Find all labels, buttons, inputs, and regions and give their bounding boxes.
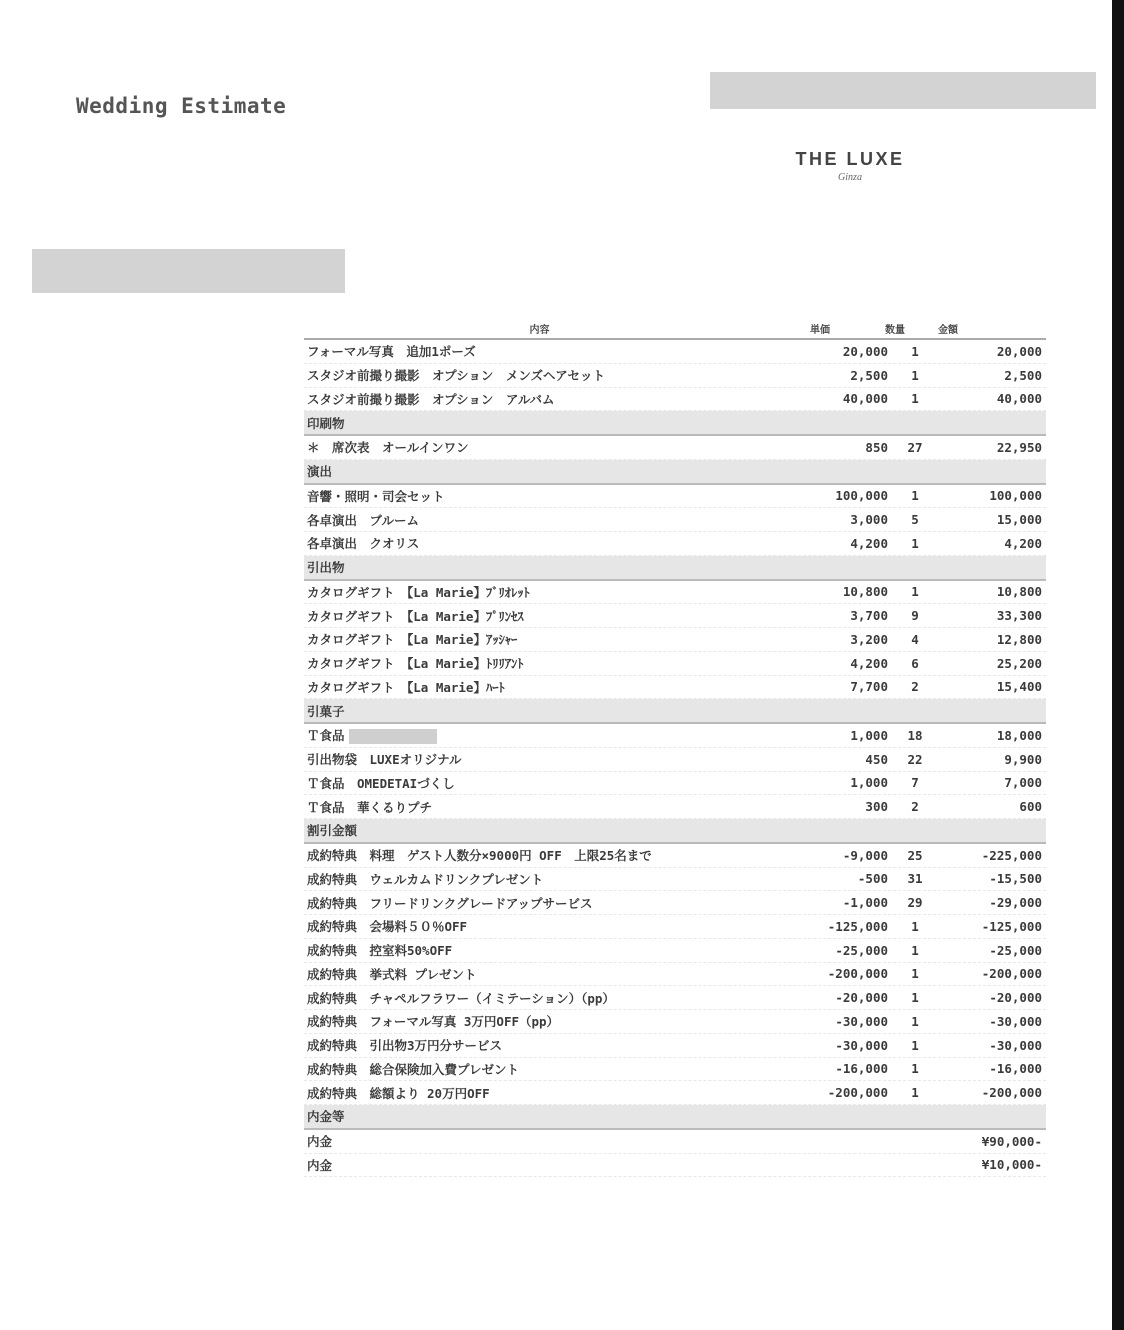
item-amount: -25,000	[989, 942, 1042, 958]
table-row	[304, 364, 1046, 388]
item-qty: 1	[911, 1037, 919, 1053]
item-desc-text: 成約特典 総合保険加入費プレゼント	[307, 1061, 520, 1077]
section-label: 割引金額	[307, 823, 358, 839]
item-desc-text: Ｔ食品 OMEDETAIづくし	[307, 775, 455, 791]
item-desc	[304, 366, 792, 384]
item-price: -20,000	[835, 990, 888, 1006]
redacted-area-top	[710, 72, 1096, 109]
header-amount: 金額	[938, 324, 958, 336]
item-desc	[304, 654, 792, 672]
item-desc-text: カタログギフト 【La Marie】ｱｯｼｬｰ	[307, 632, 518, 648]
item-amount: 600	[1019, 799, 1042, 815]
item-amount: 15,000	[996, 512, 1042, 528]
section-row	[304, 1105, 1046, 1130]
header-qty: 数量	[885, 324, 905, 336]
item-amount: -30,000	[989, 1013, 1042, 1029]
item-amount: 22,950	[996, 439, 1042, 455]
table-row	[304, 868, 1046, 892]
item-desc	[304, 774, 792, 792]
item-qty: 27	[907, 439, 923, 455]
header-desc: 内容	[529, 324, 550, 336]
item-amount: 25,200	[996, 655, 1042, 671]
table-header	[304, 318, 1046, 340]
item-desc-text: 成約特典 チャペルフラワー（イミテーション）（pp）	[307, 990, 615, 1006]
item-desc	[304, 917, 792, 935]
table-row	[304, 340, 1046, 364]
item-desc-text: 成約特典 ウェルカムドリンクプレゼント	[307, 871, 544, 887]
item-desc-text: カタログギフト 【La Marie】ﾌﾟﾘﾝｾｽ	[307, 608, 524, 624]
item-qty: 31	[907, 871, 923, 887]
item-desc	[304, 1036, 792, 1054]
item-price: 100,000	[835, 488, 888, 504]
document-title: Wedding Estimate	[76, 94, 287, 118]
table-row	[304, 939, 1046, 963]
item-amount: -15,500	[989, 871, 1042, 887]
item-amount: 12,800	[996, 631, 1042, 647]
item-price: 3,700	[850, 608, 888, 624]
table-row	[304, 795, 1046, 819]
item-qty: 4	[911, 631, 919, 647]
section-label: 印刷物	[307, 415, 345, 431]
item-amount: 40,000	[996, 391, 1042, 407]
item-desc-text: 成約特典 会場料５０％OFF	[307, 919, 468, 935]
item-price: -500	[857, 871, 888, 887]
item-desc-text: 成約特典 料理 ゲスト人数分×9000円 OFF 上限25名まで	[307, 848, 652, 864]
item-desc-text: カタログギフト 【La Marie】ﾊｰﾄ	[307, 679, 505, 695]
item-desc	[304, 989, 792, 1007]
item-amount: 100,000	[989, 488, 1042, 504]
item-qty: 9	[911, 608, 919, 624]
item-desc	[304, 726, 792, 744]
item-desc-text: 引出物袋 LUXEオリジナル	[307, 752, 462, 768]
item-price: -200,000	[827, 1085, 888, 1101]
item-desc	[304, 438, 792, 456]
item-desc-text: カタログギフト 【La Marie】ﾄﾘﾘｱﾝﾄ	[307, 656, 524, 672]
item-desc-text: 各卓演出 ブルーム	[307, 512, 420, 528]
item-desc	[304, 1012, 792, 1030]
item-amount: -16,000	[989, 1061, 1042, 1077]
table-row	[304, 915, 1046, 939]
item-desc-text: 各卓演出 クオリス	[307, 536, 420, 552]
section-label: 引菓子	[307, 703, 345, 719]
item-amount: 9,900	[1004, 751, 1042, 767]
section-row	[304, 699, 1046, 724]
section-label: 内金等	[307, 1109, 345, 1125]
table-row	[304, 652, 1046, 676]
item-qty: 1	[911, 535, 919, 551]
item-qty: 22	[907, 751, 923, 767]
table-row	[304, 508, 1046, 532]
item-price: -1,000	[842, 895, 888, 911]
item-price: 1,000	[850, 775, 888, 791]
item-desc	[304, 870, 792, 888]
item-price: -200,000	[827, 966, 888, 982]
table-row	[304, 532, 1046, 556]
section-row	[304, 460, 1046, 485]
item-qty: 1	[911, 1085, 919, 1101]
redacted-text	[349, 729, 437, 744]
item-price: -125,000	[827, 918, 888, 934]
item-desc	[304, 534, 792, 552]
item-qty: 2	[911, 679, 919, 695]
item-amount: 4,200	[1004, 535, 1042, 551]
item-qty: 25	[907, 847, 923, 863]
item-desc	[304, 390, 792, 408]
item-desc	[304, 342, 792, 360]
estimate-table	[304, 318, 1046, 1177]
item-qty: 5	[911, 512, 919, 528]
table-row	[304, 485, 1046, 509]
item-desc-text: 内金	[307, 1157, 333, 1173]
item-desc	[304, 941, 792, 959]
item-price: 300	[865, 799, 888, 815]
table-row	[304, 724, 1046, 748]
item-desc-text: Ｔ食品 華くるりプチ	[307, 799, 433, 815]
table-row	[304, 436, 1046, 460]
item-price: -30,000	[835, 1013, 888, 1029]
item-price: 3,200	[850, 631, 888, 647]
item-price: 850	[865, 439, 888, 455]
item-desc	[304, 607, 792, 625]
item-qty: 1	[911, 1061, 919, 1077]
item-price: 4,200	[850, 535, 888, 551]
item-amount: -30,000	[989, 1037, 1042, 1053]
item-qty: 1	[911, 343, 919, 359]
item-desc-text: フォーマル写真 追加1ポーズ	[307, 344, 476, 360]
table-row	[304, 1081, 1046, 1105]
item-amount: -200,000	[981, 966, 1042, 982]
table-row	[304, 891, 1046, 915]
item-amount: 15,400	[996, 679, 1042, 695]
item-amount: 10,800	[996, 584, 1042, 600]
section-row	[304, 819, 1046, 844]
item-desc	[304, 678, 792, 696]
item-desc-text: ＊ 席次表 オールインワン	[307, 440, 469, 456]
logo-sub-text: Ginza	[838, 172, 862, 183]
item-desc	[304, 798, 792, 816]
item-desc	[304, 1060, 792, 1078]
item-desc-text: 内金	[307, 1134, 333, 1150]
page-edge-bar	[1112, 0, 1124, 1330]
redacted-area-left	[32, 249, 345, 293]
item-qty: 1	[911, 918, 919, 934]
table-row	[304, 676, 1046, 700]
item-price: -25,000	[835, 942, 888, 958]
table-row	[304, 1058, 1046, 1082]
table-row	[304, 1034, 1046, 1058]
item-amount: -225,000	[981, 847, 1042, 863]
item-price: 2,500	[850, 367, 888, 383]
item-qty: 7	[911, 775, 919, 791]
item-desc	[304, 583, 792, 601]
item-desc-text: スタジオ前撮り撮影 オプション アルバム	[307, 391, 555, 407]
item-price: 1,000	[850, 727, 888, 743]
table-row	[304, 388, 1046, 412]
table-row	[304, 748, 1046, 772]
item-desc	[304, 511, 792, 529]
item-desc-text: 成約特典 総額より 20万円OFF	[307, 1085, 490, 1101]
item-price: 450	[865, 751, 888, 767]
item-price: 7,700	[850, 679, 888, 695]
item-amount: 2,500	[1004, 367, 1042, 383]
table-row	[304, 1010, 1046, 1034]
item-qty: 1	[911, 367, 919, 383]
item-qty: 1	[911, 1013, 919, 1029]
item-amount: -200,000	[981, 1085, 1042, 1101]
item-desc-text: 成約特典 控室料50%OFF	[307, 943, 453, 959]
item-amount: 20,000	[996, 343, 1042, 359]
item-qty: 6	[911, 655, 919, 671]
item-qty: 1	[911, 391, 919, 407]
item-qty: 1	[911, 488, 919, 504]
item-desc-text: 成約特典 フォーマル写真 3万円OFF（pp）	[307, 1014, 560, 1030]
item-price: 4,200	[850, 655, 888, 671]
table-row	[304, 628, 1046, 652]
item-desc-text: カタログギフト 【La Marie】ﾌﾞﾘｵﾚｯﾄ	[307, 584, 530, 600]
item-qty: 29	[907, 895, 923, 911]
item-desc-text: Ｔ食品	[307, 728, 345, 744]
item-price: -16,000	[835, 1061, 888, 1077]
header-price: 単価	[810, 324, 830, 336]
section-label: 演出	[307, 464, 333, 480]
item-desc	[304, 630, 792, 648]
item-price: 3,000	[850, 512, 888, 528]
item-amount: ¥10,000-	[981, 1157, 1042, 1173]
item-amount: -125,000	[981, 918, 1042, 934]
item-desc	[304, 965, 792, 983]
item-desc	[304, 1132, 792, 1150]
item-qty: 1	[911, 990, 919, 1006]
item-desc	[304, 894, 792, 912]
item-price: 20,000	[842, 343, 888, 359]
item-price: -9,000	[842, 847, 888, 863]
section-row	[304, 411, 1046, 436]
item-price: 10,800	[842, 584, 888, 600]
table-row	[304, 844, 1046, 868]
item-amount: 18,000	[996, 727, 1042, 743]
table-row	[304, 772, 1046, 796]
item-desc	[304, 1156, 792, 1174]
item-desc-text: 音響・照明・司会セット	[307, 488, 445, 504]
item-desc	[304, 846, 792, 864]
venue-logo	[790, 149, 910, 183]
table-row	[304, 604, 1046, 628]
item-amount: -29,000	[989, 895, 1042, 911]
item-price: 40,000	[842, 391, 888, 407]
table-row	[304, 581, 1046, 605]
logo-main-text: THE LUXE	[795, 149, 905, 169]
item-desc-text: 成約特典 挙式料 プレゼント	[307, 966, 477, 982]
item-desc	[304, 750, 792, 768]
item-price: -30,000	[835, 1037, 888, 1053]
table-row	[304, 1130, 1046, 1154]
item-amount: 7,000	[1004, 775, 1042, 791]
item-qty: 2	[911, 799, 919, 815]
table-row	[304, 986, 1046, 1010]
item-desc-text: スタジオ前撮り撮影 オプション メンズヘアセット	[307, 368, 606, 384]
item-amount: -20,000	[989, 990, 1042, 1006]
item-desc	[304, 1084, 792, 1102]
table-body	[304, 340, 1046, 1177]
item-amount: ¥90,000-	[981, 1133, 1042, 1149]
item-qty: 1	[911, 584, 919, 600]
table-row	[304, 963, 1046, 987]
item-desc	[304, 487, 792, 505]
item-qty: 1	[911, 966, 919, 982]
item-qty: 18	[907, 727, 923, 743]
item-desc-text: 成約特典 フリードリンクグレードアップサービス	[307, 895, 593, 911]
item-desc-text: 成約特典 引出物3万円分サービス	[307, 1038, 503, 1054]
section-label: 引出物	[307, 560, 345, 576]
section-row	[304, 556, 1046, 581]
item-amount: 33,300	[996, 608, 1042, 624]
table-row	[304, 1154, 1046, 1178]
item-qty: 1	[911, 942, 919, 958]
